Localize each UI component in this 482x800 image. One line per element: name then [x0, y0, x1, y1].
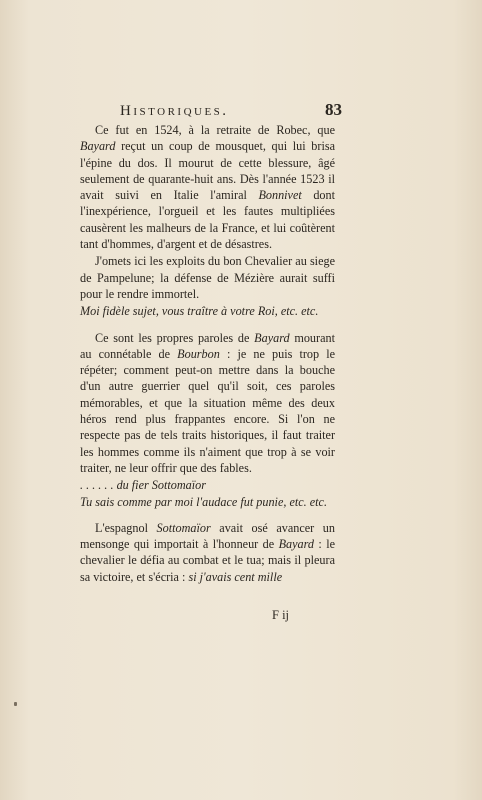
body-text	[80, 122, 335, 585]
name-bayard: Bayard	[278, 537, 314, 552]
verse-quote-1: Moi fidèle sujet, vous traître à votre Roi, etc. etc.	[80, 304, 319, 319]
paragraph-3: Ce sont les propres paroles de Bayard mourant au connétable de Bourbon : je ne puis trop le répéter; comment peut-on mettre dans la bouche d'un autre guerrier quel qu'il soit, ces paroles mémorables, et que la situation même des deux héros rend plus frappantes encore. Si l'on ne respecte pas de tels traits historiques, il faut traiter les hommes comme ils n'aiment que trop à se voir traiter, ne leur offrir que des fables.	[80, 330, 335, 475]
page-header	[120, 100, 342, 120]
verse-line-1: . . . . . . du fier Sottomaïor	[80, 478, 206, 493]
paper-speck	[14, 702, 17, 706]
name-bourbon: Bourbon	[177, 346, 220, 361]
name-bayard: Bayard	[80, 139, 116, 154]
running-title: Historiques.	[120, 103, 229, 119]
paragraph-2: J'omets ici les exploits du bon Chevalier au siege de Pampelune; la défense de Mézière aurait suffi pour le rendre immortel.	[80, 254, 335, 301]
quote-fragment: si j'avais cent mille	[188, 569, 283, 584]
paragraph-4: L'espagnol Sottomaïor avait osé avancer un mensonge qui importait à l'honneur de Bayard : le chevalier le défia au combat et le tua; mais il pleura sa victoire, et s'écria : si j'avais cent mille	[80, 520, 335, 584]
verse-line-2: Tu sais comme par moi l'audace fut punie, etc. etc.	[80, 494, 327, 509]
page-number: 83	[325, 100, 342, 119]
verse-quote-2	[80, 477, 335, 510]
name-bayard: Bayard	[254, 330, 290, 345]
name-bonnivet: Bonnivet	[258, 188, 302, 203]
paragraph-1: Ce fut en 1524, à la retraite de Robec, que Bayard reçut un coup de mousquet, qui lui brisa l'épine du dos. Il mourut de cette blessure, âgé seulement de quarante-huit ans. Dès l'année 1523 il avait suivi en Italie l'amiral Bonnivet dont l'inexpérience, l'orgueil et les fautes multipliées causèrent les malheurs de la France, et lui coûtèrent tant d'hommes, d'argent et de désastres.	[80, 123, 335, 252]
name-sottomaior: Sottomaïor	[156, 520, 211, 535]
signature-mark: F ij	[272, 608, 290, 622]
